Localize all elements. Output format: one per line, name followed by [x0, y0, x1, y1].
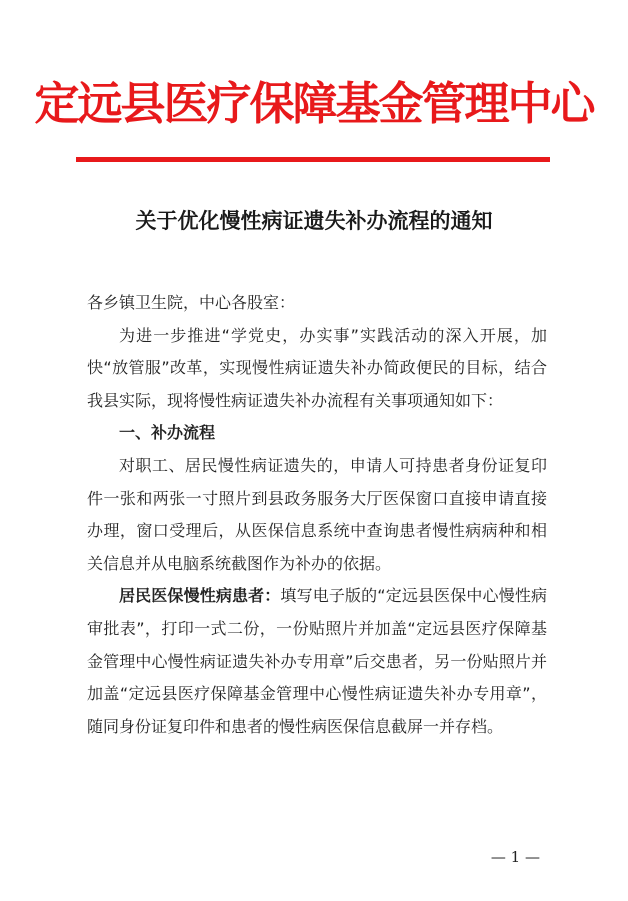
- resident-paragraph-body: 填写电子版的“定远县医保中心慢性病审批表”，打印一式二份，一份贴照片并加盖“定远县医疗保障基金管理中心慢性病证遗失补办专用章”后交患者，另一份贴照片并加盖“定远县医疗保障基金管理中心慢性病证遗失补办专用章”，随同身份证复印件和患者的慢性病医保信息截屏一并存档。: [87, 586, 547, 736]
- intro-paragraph: 为进一步推进“学党史，办实事”实践活动的深入开展，加快“放管服”改革，实现慢性病证遗失补办简政便民的目标，结合我县实际，现将慢性病证遗失补办流程有关事项通知如下：: [87, 325, 547, 410]
- document-body: [87, 287, 547, 743]
- section-heading: 一、补办流程: [119, 423, 216, 443]
- red-divider-line: [76, 157, 550, 162]
- process-paragraph: 对职工、居民慢性病证遗失的，申请人可持患者身份证复印件一张和两张一寸照片到县政务服务大厅医保窗口直接申请直接办理，窗口受理后，从医保信息系统中查询患者慢性病病种和相关信息并从电脑系统截图作为补办的依据。: [87, 455, 547, 573]
- resident-paragraph-lead: 居民医保慢性病患者：: [119, 586, 281, 606]
- resident-paragraph: [87, 580, 547, 743]
- document-title: 关于优化慢性病证遗失补办流程的通知: [135, 208, 493, 233]
- salutation: 各乡镇卫生院，中心各股室：: [87, 293, 296, 312]
- page-number: — 1 —: [490, 848, 540, 866]
- issuing-authority-masthead: 定远县医疗保障基金管理中心: [34, 77, 594, 130]
